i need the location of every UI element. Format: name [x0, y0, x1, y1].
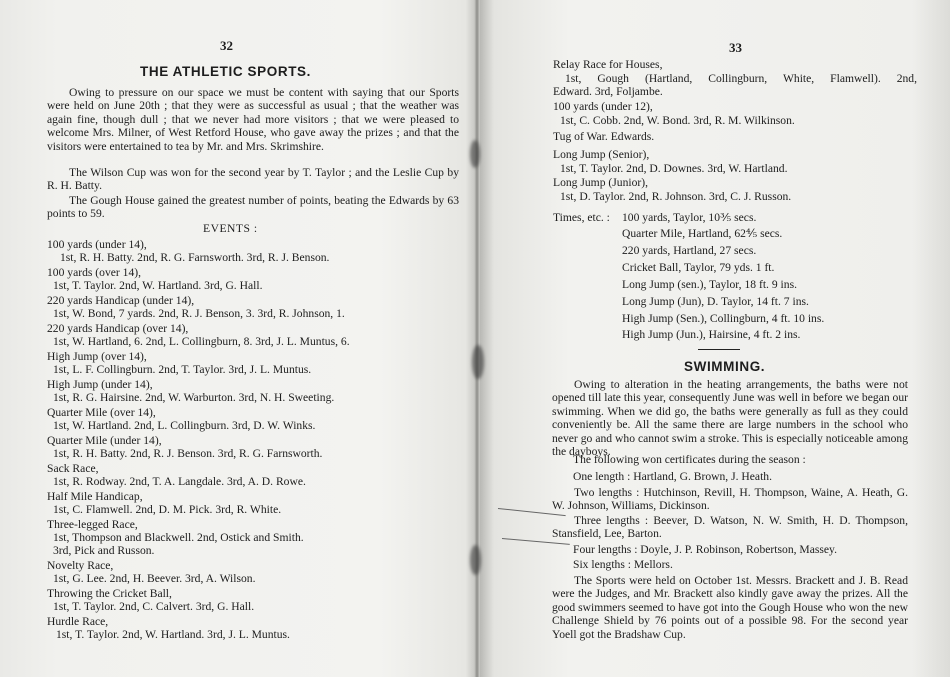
event-result: 1st, T. Taylor. 2nd, W. Hartland. 3rd, G. Hall.	[53, 279, 263, 292]
event-name: Novelty Race,	[47, 559, 114, 572]
event-name: Long Jump (Senior),	[553, 148, 650, 161]
certificate-line: One length : Hartland, G. Brown, J. Heath.	[573, 470, 772, 483]
event-name: 100 yards (under 12),	[553, 100, 653, 113]
event-result: Edward. 3rd, Foljambe.	[553, 85, 663, 98]
right-page	[478, 0, 950, 677]
time-record: 100 yards, Taylor, 10⅗ secs.	[622, 211, 757, 224]
event-result: 1st, W. Bond, 7 yards. 2nd, R. J. Benson, 3. 3rd, R. Johnson, 1.	[53, 307, 345, 320]
event-result: 1st, T. Taylor. 2nd, W. Hartland. 3rd, J. L. Muntus.	[56, 628, 290, 641]
time-record: 220 yards, Hartland, 27 secs.	[622, 244, 757, 257]
certificate-line: Six lengths : Mellors.	[573, 558, 673, 571]
event-result: 1st, G. Lee. 2nd, H. Beever. 3rd, A. Wilson.	[53, 572, 256, 585]
time-record: Cricket Ball, Taylor, 79 yds. 1 ft.	[622, 261, 775, 274]
event-result: 1st, R. G. Hairsine. 2nd, W. Warburton. 3rd, N. H. Sweeting.	[53, 391, 335, 404]
event-name: 220 yards Handicap (over 14),	[47, 322, 189, 335]
event-result: 1st, R. H. Batty. 2nd, R. J. Benson. 3rd, R. G. Farnsworth.	[53, 447, 323, 460]
certificate-line: Two lengths : Hutchinson, Revill, H. Thompson, Waine, A. Heath, G. W. Johnson, Williams, Dickinson.	[552, 486, 908, 513]
closing-paragraph: The Sports were held on October 1st. Messrs. Brackett and J. B. Read were the Judges, and Mr. Brackett also kindly gave away the prizes. All the good swimmers seemed to have got into the Gough House who won the new Challenge Shield by 76 points out of a possible 98. For the second year Yoell got the Bradshaw Cup.	[552, 574, 908, 641]
event-name: High Jump (over 14),	[47, 350, 147, 363]
event-result-extra: 3rd, Pick and Russon.	[53, 544, 155, 557]
intro-paragraph: The Wilson Cup was won for the second year by T. Taylor ; and the Leslie Cup by R. H. Batty.	[47, 166, 459, 193]
event-name: Quarter Mile (over 14),	[47, 406, 156, 419]
time-record: Long Jump (Jun), D. Taylor, 14 ft. 7 ins.	[622, 295, 809, 308]
page-number: 33	[729, 40, 742, 55]
section-divider	[698, 349, 740, 350]
certificate-line: Three lengths : Beever, D. Watson, N. W. Smith, H. D. Thompson, Stansfield, Lee, Barton.	[552, 514, 908, 541]
event-result: 1st, W. Hartland. 2nd, L. Collingburn. 3rd, D. W. Winks.	[53, 419, 316, 432]
event-result: 1st, Gough (Hartland, Collingburn, White, Flamwell). 2nd,	[565, 72, 917, 85]
section-title: SWIMMING.	[684, 359, 766, 374]
event-name: 220 yards Handicap (under 14),	[47, 294, 195, 307]
intro-paragraph: The Gough House gained the greatest number of points, beating the Edwards by 63 points to 59.	[47, 194, 459, 221]
time-record: High Jump (Jun.), Hairsine, 4 ft. 2 ins.	[622, 328, 801, 341]
certificates-intro: The following won certificates during the season :	[573, 453, 806, 466]
event-name: Throwing the Cricket Ball,	[47, 587, 172, 600]
intro-paragraph: Owing to pressure on our space we must be content with saying that our Sports were held on June 20th ; that they were as successful as usual ; that the weather was again fine, though dull ; that we never had more visitors ; that we were pleased to welcome Mrs. Milner, of West Retford House, who gave away the prizes ; and that the visitors were entertained to tea by Mr. and Mrs. Skrimshire.	[47, 86, 459, 153]
event-name: Quarter Mile (under 14),	[47, 434, 162, 447]
time-record: High Jump (Sen.), Collingburn, 4 ft. 10 ins.	[622, 312, 825, 325]
event-name: 100 yards (over 14),	[47, 266, 142, 279]
event-result: 1st, C. Cobb. 2nd, W. Bond. 3rd, R. M. Wilkinson.	[560, 114, 795, 127]
event-name: 100 yards (under 14),	[47, 238, 147, 251]
event-name: Sack Race,	[47, 462, 99, 475]
event-result: 1st, D. Taylor. 2nd, R. Johnson. 3rd, C. J. Russon.	[560, 190, 792, 203]
event-name: Three-legged Race,	[47, 518, 138, 531]
swimming-intro: Owing to alteration in the heating arrangements, the baths were not opened till late this year, consequently June was well in before we began our swimming. When we did go, the baths were generally as full as they could conveniently be. All the same there are large numbers in the school who never go and who cannot swim a stroke. This is especially noticeable among the dayboys.	[552, 378, 908, 459]
event-result: 1st, W. Hartland, 6. 2nd, L. Collingburn, 8. 3rd, J. L. Muntus, 6.	[53, 335, 350, 348]
time-record: Quarter Mile, Hartland, 62⅘ secs.	[622, 227, 783, 240]
certificate-line: Four lengths : Doyle, J. P. Robinson, Robertson, Massey.	[573, 543, 837, 556]
event-name: High Jump (under 14),	[47, 378, 153, 391]
event-name: Half Mile Handicap,	[47, 490, 143, 503]
event-result: 1st, T. Taylor. 2nd, D. Downes. 3rd, W. Hartland.	[560, 162, 788, 175]
event-name: Relay Race for Houses,	[553, 58, 663, 71]
events-heading: EVENTS :	[203, 222, 258, 235]
time-record: Long Jump (sen.), Taylor, 18 ft. 9 ins.	[622, 278, 797, 291]
event-name: Tug of War. Edwards.	[553, 130, 655, 143]
event-result: 1st, R. Rodway. 2nd, T. A. Langdale. 3rd, A. D. Rowe.	[53, 475, 306, 488]
event-result: 1st, R. H. Batty. 2nd, R. G. Farnsworth. 3rd, R. J. Benson.	[60, 251, 330, 264]
page-title: THE ATHLETIC SPORTS.	[140, 64, 312, 79]
event-result: 1st, T. Taylor. 2nd, C. Calvert. 3rd, G. Hall.	[53, 600, 255, 613]
event-result: 1st, L. F. Collingburn. 2nd, T. Taylor. 3rd, J. L. Muntus.	[53, 363, 312, 376]
times-label: Times, etc. :	[553, 211, 610, 224]
event-name: Hurdle Race,	[47, 615, 109, 628]
page-number: 32	[220, 38, 233, 53]
event-result: 1st, C. Flamwell. 2nd, D. M. Pick. 3rd, R. White.	[53, 503, 282, 516]
event-name: Long Jump (Junior),	[553, 176, 648, 189]
event-result: 1st, Thompson and Blackwell. 2nd, Ostick and Smith.	[53, 531, 304, 544]
